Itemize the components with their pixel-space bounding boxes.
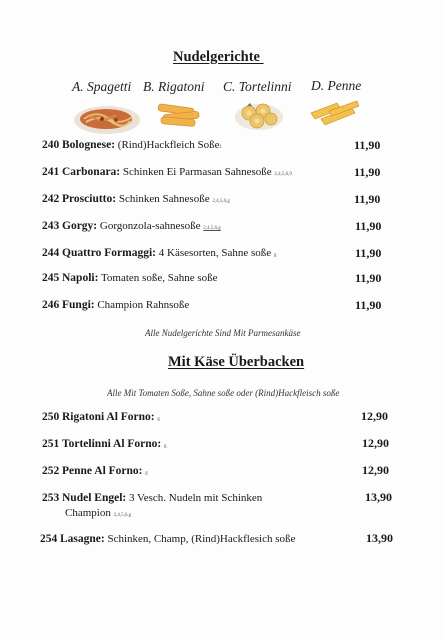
penne-image	[307, 97, 361, 127]
menu-item-240: 240 Bolognese: (Rind)Hackfleich Soße1	[42, 139, 222, 151]
tortelinni-image	[233, 98, 285, 132]
price-252: 12,90	[362, 463, 389, 477]
price-240: 11,90	[354, 138, 381, 152]
price-245: 11,90	[355, 271, 382, 285]
section-note-parmesan: Alle Nudelgerichte Sind Mit Parmesankäse	[145, 328, 301, 338]
price-246: 11,90	[355, 298, 382, 312]
menu-item-252: 252 Penne Al Forno: g	[42, 465, 148, 477]
pasta-type-rigatoni-label: B. Rigatoni	[143, 79, 205, 94]
menu-item-245: 245 Napoli: Tomaten soße, Sahne soße	[42, 272, 218, 284]
price-253: 13,90	[365, 490, 392, 504]
price-254: 13,90	[366, 531, 393, 545]
price-242: 11,90	[354, 192, 381, 206]
menu-item-243: 243 Gorgy: Gorgonzola-sahnesoße 2,4,5,6,g	[42, 220, 221, 232]
menu-item-241: 241 Carbonara: Schinken Ei Parmasan Sahnesoße 2,4,5,6,9	[42, 166, 292, 178]
menu-item-244: 244 Quattro Formaggi: 4 Käsesorten, Sahne soße g	[42, 247, 277, 259]
pasta-type-penne-label: D. Penne	[311, 78, 362, 93]
price-241: 11,90	[354, 165, 381, 179]
section-title-nudelgerichte: Nudelgerichte	[173, 49, 264, 65]
section-note-sauces: Alle Mit Tomaten Soße, Sahne soße oder (Rind)Hackfleisch soße	[107, 388, 340, 398]
menu-item-246: 246 Fungi: Champion Rahnsoße	[42, 299, 190, 311]
spagetti-image	[72, 102, 142, 136]
price-243: 11,90	[355, 219, 382, 233]
price-250: 12,90	[361, 409, 388, 423]
pasta-type-tortelinni-label: C. Tortelinni	[223, 79, 292, 94]
menu-item-253: 253 Nudel Engel: 3 Vesch. Nudeln mit Schinken	[42, 492, 263, 504]
menu-item-253-line2: Champion 2,4,5,6,g	[65, 507, 132, 519]
price-244: 11,90	[355, 246, 382, 260]
price-251: 12,90	[362, 436, 389, 450]
menu-item-251: 251 Tortelinni Al Forno: g	[42, 438, 167, 450]
menu-item-242: 242 Prosciutto: Schinken Sahnesoße 2,4,5,6,g	[42, 193, 230, 205]
pasta-type-spagetti-label: A. Spagetti	[72, 79, 132, 94]
section-title-mit-kaese-ueberbacken: Mit Käse Überbacken	[168, 354, 305, 370]
menu-item-250: 250 Rigatoni Al Forno: g	[42, 411, 160, 423]
menu-item-254: 254 Lasagne: Schinken, Champ, (Rind)Hackflesich soße	[40, 533, 296, 545]
rigatoni-image	[155, 102, 205, 128]
